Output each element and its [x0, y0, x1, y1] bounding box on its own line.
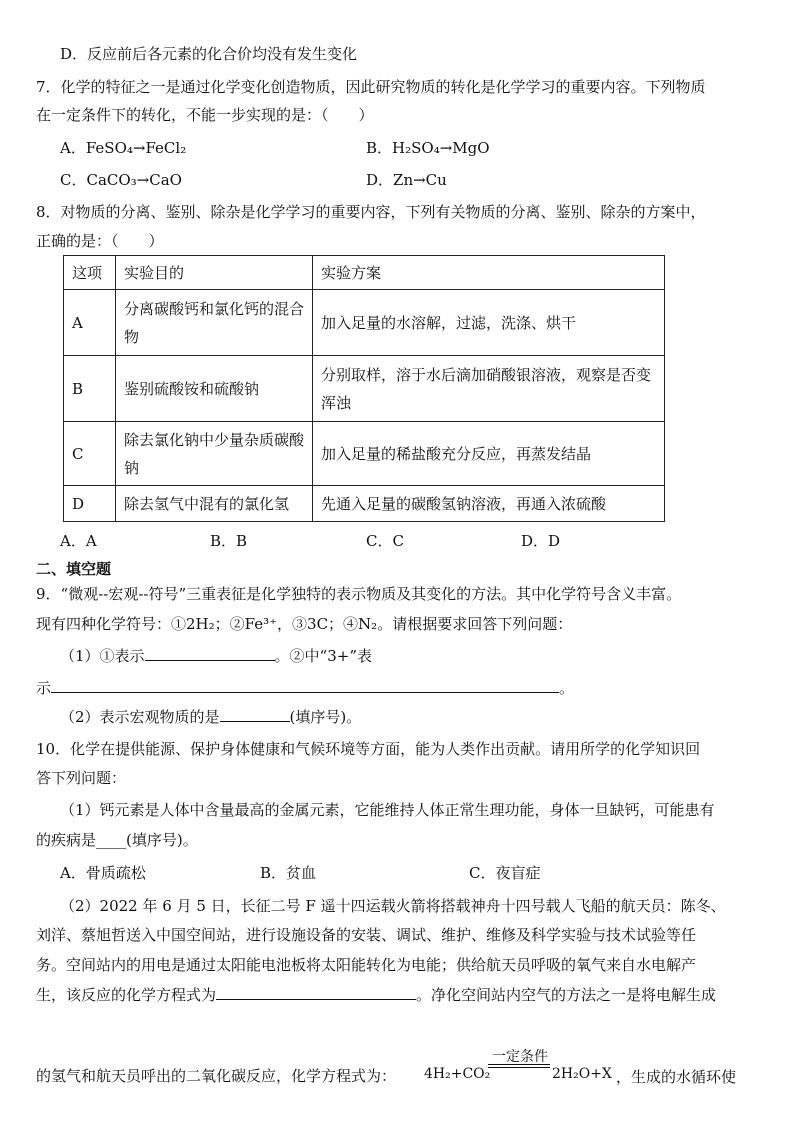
q10-part1-line1: （1）钙元素是人体中含量最高的金属元素，它能维持人体正常生理功能，身体一旦缺钙，可能患有 — [60, 801, 715, 819]
q10-part2-line5-prefix: 的氢气和航天员呼出的二氧化碳反应，化学方程式为： — [36, 1067, 397, 1085]
q8-stem-line1: 8．对物质的分离、鉴别、除杂是化学学习的重要内容，下列有关物质的分离、鉴别、除杂的方案中， — [36, 203, 706, 221]
table-header-row — [64, 256, 665, 290]
table-cell: 加入足量的水溶解，过滤，洗涤、烘干 — [313, 290, 665, 356]
equation-right: 2H₂O+X — [552, 1066, 612, 1082]
q9-part2 — [60, 707, 361, 727]
table-cell: C — [64, 422, 116, 486]
answer-blank[interactable] — [145, 646, 275, 661]
q10-part1-option-b: B．贫血 — [260, 864, 317, 882]
q8-option-b: B．B — [210, 532, 248, 550]
q9-part2-suffix: (填序号)。 — [289, 708, 362, 726]
table-row — [64, 422, 665, 486]
q7-stem-line2: 在一定条件下的转化，不能一步实现的是：（ ） — [36, 106, 374, 124]
q7-option-b: B．H₂SO₄→MgO — [366, 139, 490, 157]
q9-part1 — [60, 646, 372, 666]
q10-part2-line3: 务。空间站内的用电是通过太阳能电池板将太阳能转化为电能；供给航天员呼吸的氧气来自水电解产 — [36, 956, 697, 974]
q10-stem-line2: 答下列问题： — [36, 769, 127, 787]
table-cell: D — [64, 486, 116, 522]
q7-option-d: D．Zn→Cu — [366, 171, 447, 189]
table-cell: A — [64, 290, 116, 356]
table-row — [64, 356, 665, 422]
q10-part1-option-c: C．夜盲症 — [469, 864, 541, 882]
q9-part1-prefix: （1）①表示 — [60, 647, 145, 665]
q9-stem-line2: 现有四种化学符号：①2H₂；②Fe³⁺，③3C；④N₂。请根据要求回答下列问题： — [36, 615, 573, 633]
answer-blank[interactable] — [220, 707, 290, 722]
q10-stem-line1: 10．化学在提供能源、保护身体健康和气候环境等方面，能为人类作出贡献。请用所学的化学知识回 — [36, 740, 701, 758]
q6-option-d: D．反应前后各元素的化合价均没有发生变化 — [60, 45, 358, 63]
table-row — [64, 290, 665, 356]
q10-part2-line4-prefix: 生，该反应的化学方程式为 — [36, 986, 217, 1004]
q10-part1-option-a: A．骨质疏松 — [60, 864, 146, 882]
table-header-cell: 实验目的 — [116, 256, 313, 290]
equation-equals-bar — [488, 1067, 550, 1068]
table-cell: 分离碳酸钙和氯化钙的混合物 — [116, 290, 313, 356]
table-cell: 分别取样，溶于水后滴加硝酸银溶液，观察是否变浑浊 — [313, 356, 665, 422]
equation-condition: 一定条件 — [492, 1049, 548, 1065]
q7-option-c: C．CaCO₃→CaO — [60, 171, 182, 189]
experiment-table — [63, 255, 665, 522]
table-cell: B — [64, 356, 116, 422]
q8-option-d: D．D — [521, 532, 561, 550]
equation-left: 4H₂+CO₂ — [424, 1066, 491, 1082]
q9-part1-end: 。 — [559, 679, 575, 697]
q7-option-a: A．FeSO₄→FeCl₂ — [60, 139, 187, 157]
q7-stem-line1: 7．化学的特征之一是通过化学变化创造物质，因此研究物质的转化是化学学习的重要内容。下列物质 — [36, 78, 706, 96]
equation-equals-bar — [488, 1064, 550, 1065]
q9-stem-line1: 9．“微观--宏观--符号”三重表征是化学独特的表示物质及其变化的方法。其中化学符号含义丰富。 — [36, 585, 682, 603]
table-header-cell: 这项 — [64, 256, 116, 290]
q10-part2-line1: （2）2022 年 6 月 5 日，长征二号 F 遥十四运载火箭将搭载神舟十四号载人飞船的航天员：陈冬、 — [60, 897, 726, 915]
answer-blank[interactable] — [51, 678, 559, 693]
q10-part2-line4 — [36, 985, 716, 1005]
q10-part1-line2: 的疾病是____(填序号)。 — [36, 831, 198, 849]
answer-blank[interactable] — [216, 985, 416, 1000]
table-cell: 鉴别硫酸铵和硫酸钠 — [116, 356, 313, 422]
q9-part2-prefix: （2）表示宏观物质的是 — [60, 708, 220, 726]
q9-part1-cont-prefix: 示 — [36, 679, 52, 697]
table-row — [64, 486, 665, 522]
q9-part1-cont — [36, 678, 574, 698]
q8-stem-line2: 正确的是：（ ） — [36, 232, 164, 250]
table-cell: 先通入足量的碳酸氢钠溶液，再通入浓硫酸 — [313, 486, 665, 522]
q9-part1-mid: 。②中“3+”表 — [274, 647, 372, 665]
table-cell: 除去氢气中混有的氯化氢 — [116, 486, 313, 522]
table-cell: 加入足量的稀盐酸充分反应，再蒸发结晶 — [313, 422, 665, 486]
table-cell: 除去氯化钠中少量杂质碳酸钠 — [116, 422, 313, 486]
table-header-cell: 实验方案 — [313, 256, 665, 290]
q10-part2-line4-suffix: 。净化空间站内空气的方法之一是将电解生成 — [416, 986, 717, 1004]
q8-option-a: A．A — [60, 532, 97, 550]
q10-part2-line2: 刘洋、蔡旭哲送入中国空间站，进行设施设备的安装、调试、维护、维修及科学实验与技术试验等任 — [36, 926, 697, 944]
section-title-fill-in: 二、填空题 — [36, 560, 112, 578]
q8-option-c: C．C — [366, 532, 404, 550]
q10-part2-line5-suffix: ，生成的水循环使 — [616, 1068, 737, 1086]
